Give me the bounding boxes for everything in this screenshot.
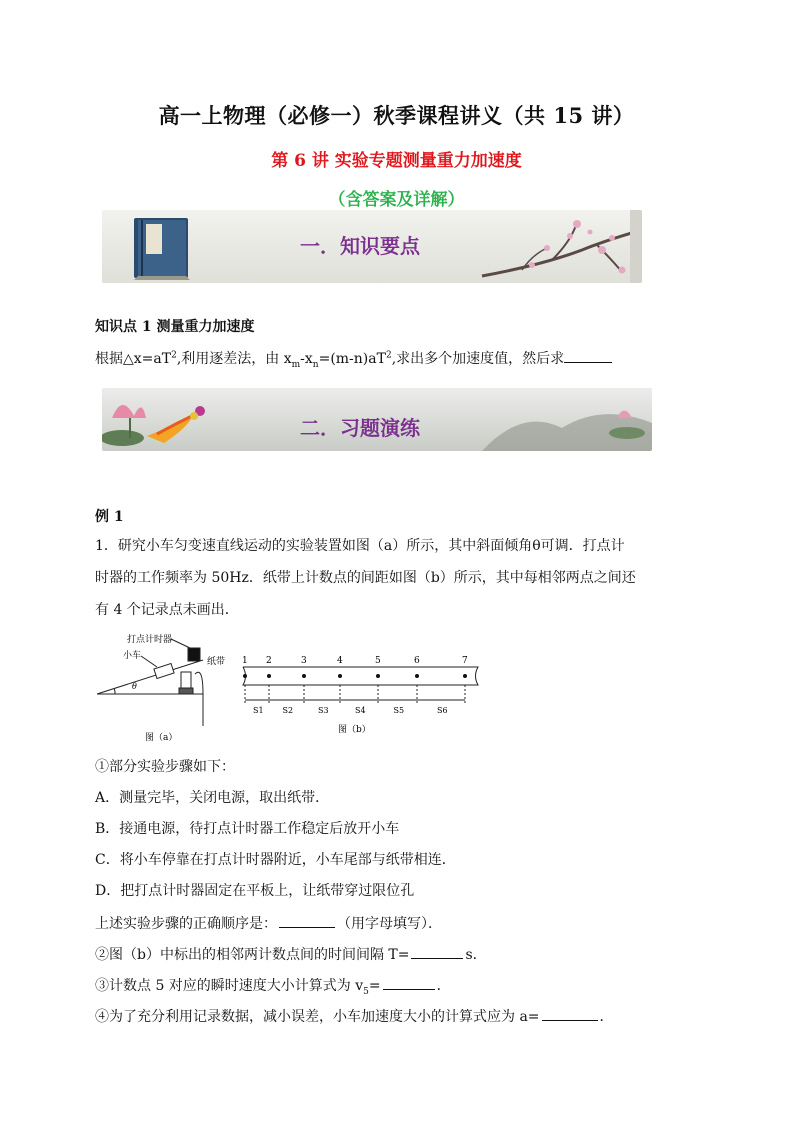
segment-label: S2 bbox=[282, 706, 294, 715]
question-4-period: ． bbox=[599, 1009, 614, 1025]
tape-point bbox=[267, 674, 271, 678]
period-answer-blank[interactable] bbox=[411, 944, 463, 959]
figure-label-timer: 打点计时器 bbox=[127, 635, 173, 645]
tape-point bbox=[338, 674, 342, 678]
subscript-m: m bbox=[291, 359, 301, 370]
tape-point-label: 3 bbox=[301, 656, 307, 666]
tape-segments bbox=[245, 700, 465, 715]
tape-point-label: 1 bbox=[242, 656, 248, 666]
order-question-suffix: （用字母填写）． bbox=[337, 916, 442, 932]
question-2-text: ②图（b）中标出的相邻两计数点间的时间间隔 T= bbox=[95, 947, 410, 963]
knowledge-text-part2: ,利用逐差法，由 x bbox=[176, 351, 292, 367]
segment-label: S3 bbox=[318, 706, 329, 715]
tape-point-label: 6 bbox=[414, 656, 420, 666]
step-intro: ①部分实验步骤如下： bbox=[95, 759, 235, 775]
subscript-5: 5 bbox=[363, 986, 369, 997]
tape-point bbox=[463, 674, 467, 678]
segment-label: S5 bbox=[393, 706, 405, 715]
section-title-knowledge: 一．知识要点 bbox=[300, 234, 420, 258]
figure-svg bbox=[95, 630, 495, 745]
cart-icon bbox=[154, 663, 174, 678]
question-3-period: ． bbox=[436, 978, 451, 994]
example-heading: 例 1 bbox=[95, 509, 124, 525]
question-4-text: ④为了充分利用记录数据，减小误差，小车加速度大小的计算式应为 a= bbox=[95, 1009, 540, 1025]
question-line-3: 有 4 个记录点未画出． bbox=[95, 602, 239, 618]
tape-points bbox=[242, 656, 468, 704]
flaming-sword-icon bbox=[147, 406, 205, 443]
question-4 bbox=[95, 1006, 614, 1026]
superscript: 2 bbox=[385, 350, 392, 361]
figure-label-tape: 纸带 bbox=[207, 657, 226, 667]
figure-caption-b: 图（b） bbox=[338, 725, 371, 735]
tape-point bbox=[376, 674, 380, 678]
order-question-text: 上述实验步骤的正确顺序是： bbox=[95, 916, 277, 932]
step-a: A．测量完毕，关闭电源，取出纸带． bbox=[95, 790, 330, 806]
order-question bbox=[95, 913, 442, 933]
step-d: D．把打点计时器固定在平板上，让纸带穿过限位孔 bbox=[95, 883, 415, 899]
section-title-exercises: 二．习题演练 bbox=[300, 416, 420, 440]
segment-label: S4 bbox=[355, 706, 366, 715]
tape-point bbox=[302, 674, 306, 678]
question-line-1: 1．研究小车匀变速直线运动的实验装置如图（a）所示，其中斜面倾角θ可调．打点计 bbox=[95, 538, 625, 554]
question-3-equals: = bbox=[368, 978, 381, 994]
question-line-2: 时器的工作频率为 50Hz．纸带上计数点的间距如图（b）所示，其中每相邻两点之间还 bbox=[95, 570, 636, 586]
segment-label: S6 bbox=[437, 706, 448, 715]
experiment-figure bbox=[95, 630, 495, 745]
figure-a bbox=[97, 648, 203, 726]
order-answer-blank[interactable] bbox=[279, 913, 335, 928]
knowledge-heading: 知识点 1 测量重力加速度 bbox=[95, 319, 255, 335]
knowledge-text-part1: 根据△x=aT bbox=[95, 351, 172, 367]
figure-b bbox=[243, 667, 478, 685]
figure-label-theta: θ bbox=[132, 682, 137, 691]
velocity-answer-blank[interactable] bbox=[383, 975, 435, 990]
answer-blank[interactable] bbox=[564, 348, 612, 363]
plum-branch-icon bbox=[482, 222, 642, 276]
tape-point-label: 5 bbox=[375, 656, 381, 666]
tape-point-label: 4 bbox=[337, 656, 343, 666]
figure-label-cart: 小车 bbox=[123, 651, 142, 661]
subscript-n: n bbox=[312, 359, 319, 370]
lotus-icon bbox=[102, 405, 146, 446]
knowledge-text-part4: ,求出多个加速度值，然后求 bbox=[391, 351, 565, 367]
segment-label: S1 bbox=[253, 706, 264, 715]
question-2-unit: s． bbox=[465, 947, 487, 963]
tape-point-label: 7 bbox=[462, 656, 468, 666]
question-2 bbox=[95, 944, 487, 964]
blossom-icon bbox=[529, 220, 626, 274]
knowledge-text bbox=[95, 348, 612, 368]
tape-point bbox=[415, 674, 419, 678]
question-3-text: ③计数点 5 对应的瞬时速度大小计算式为 v bbox=[95, 978, 364, 994]
document-title: 高一上物理（必修一）秋季课程讲义（共 15 讲） bbox=[158, 103, 635, 128]
knowledge-text-part3: =(m-n)aT bbox=[318, 351, 386, 367]
question-3 bbox=[95, 975, 451, 995]
tape-point-label: 2 bbox=[266, 656, 272, 666]
superscript: 2 bbox=[171, 350, 177, 361]
lecture-title: 第 6 讲 实验专题测量重力加速度 bbox=[271, 151, 522, 171]
tape-point bbox=[243, 674, 247, 678]
step-c: C．将小车停靠在打点计时器附近，小车尾部与纸带相连． bbox=[95, 852, 456, 868]
book-icon bbox=[134, 218, 190, 280]
knowledge-text-dash: -x bbox=[300, 351, 313, 367]
answers-note: （含答案及详解） bbox=[328, 190, 465, 210]
step-b: B．接通电源，待打点计时器工作稳定后放开小车 bbox=[95, 821, 400, 837]
acceleration-answer-blank[interactable] bbox=[542, 1006, 598, 1021]
figure-caption-a: 图（a） bbox=[145, 733, 178, 743]
